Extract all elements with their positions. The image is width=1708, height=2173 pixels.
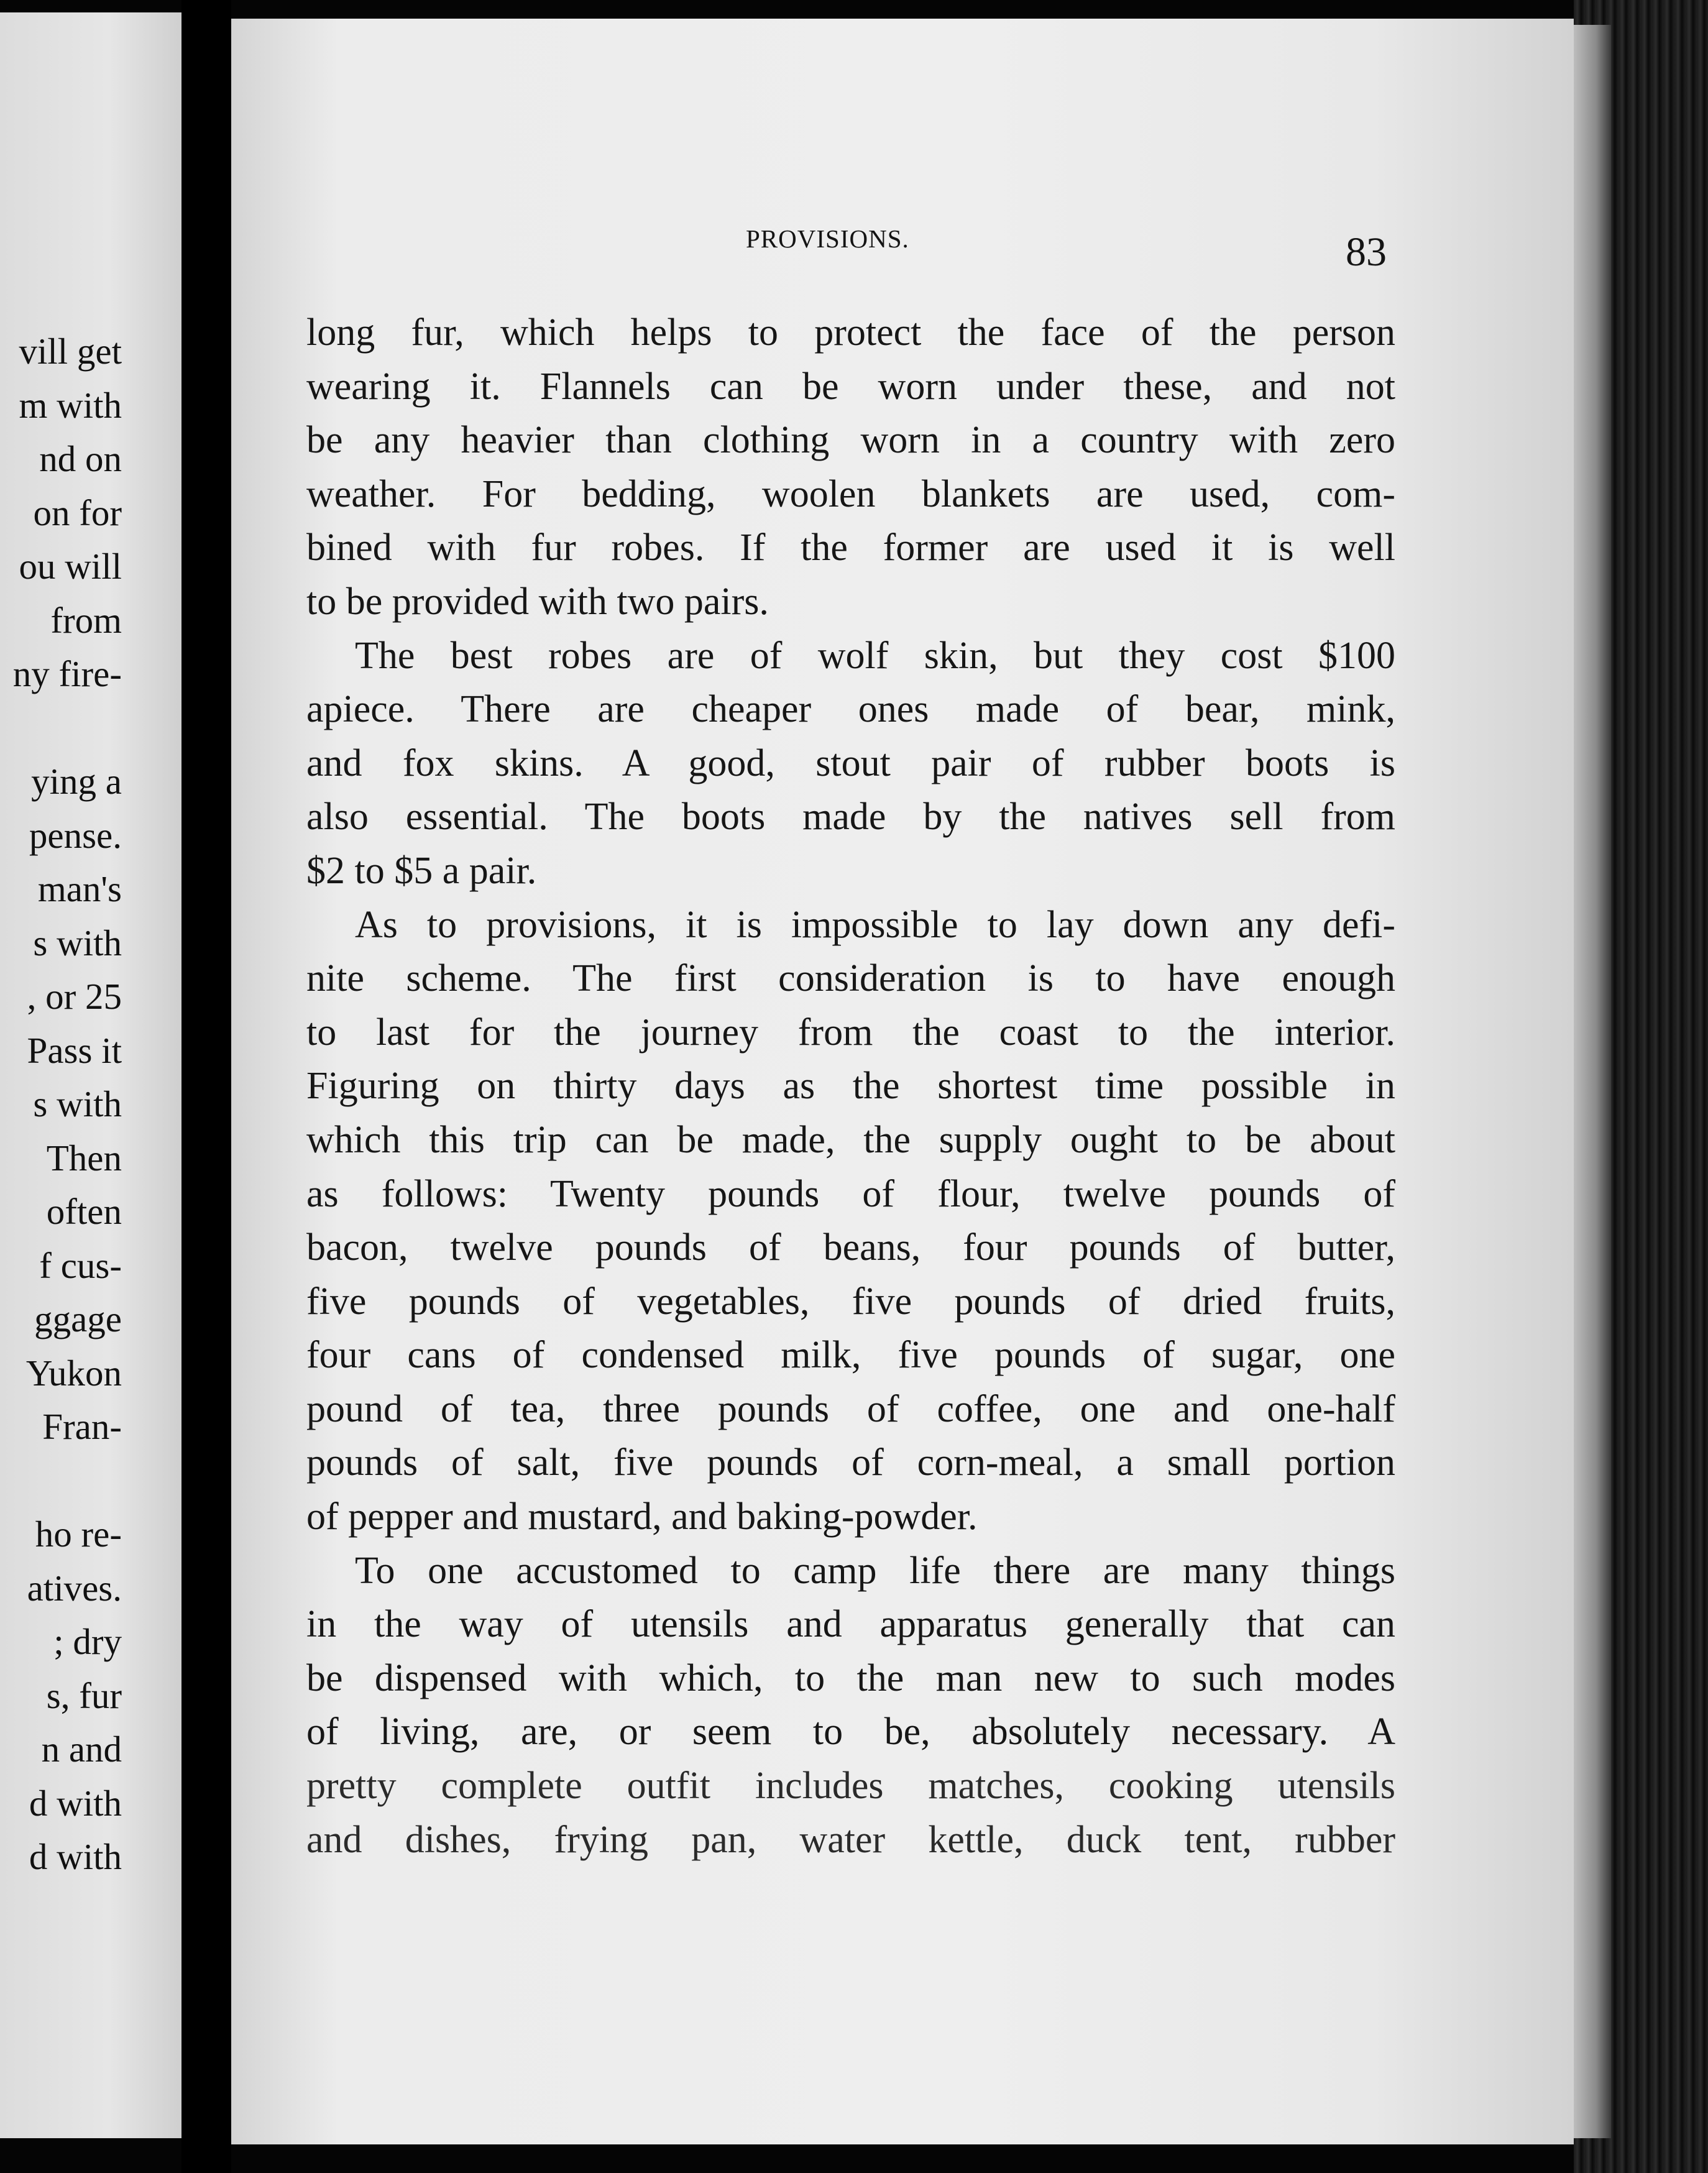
left-line: ; dry <box>53 1621 122 1662</box>
text-line: to last for the journey from the coast to the interior. <box>306 1011 1395 1054</box>
text-line: apiece. There are cheaper ones made of bear, mink, <box>306 688 1395 731</box>
page-body-text <box>306 306 1395 1867</box>
left-line: s with <box>33 1083 122 1124</box>
running-head: PROVISIONS. <box>746 224 909 253</box>
left-page-text <box>13 324 122 1884</box>
text-line: long fur, which helps to protect the face of the person <box>306 311 1395 354</box>
left-line: pense. <box>29 814 122 856</box>
left-line: on for <box>33 492 122 533</box>
text-line: and dishes, frying pan, water kettle, duck tent, rubber <box>306 1818 1395 1861</box>
text-line: in the way of utensils and apparatus generally that can <box>306 1603 1395 1646</box>
text-line: five pounds of vegetables, five pounds of dried fruits, <box>306 1280 1395 1323</box>
left-line: ou will <box>19 546 122 587</box>
text-line: nite scheme. The first consideration is to have enough <box>306 957 1395 1000</box>
book-gutter <box>181 0 231 2173</box>
text-line: which this trip can be made, the supply ought to be about <box>306 1118 1395 1161</box>
left-line: Then <box>46 1137 122 1178</box>
text-line: of living, are, or seem to be, absolutely necessary. A <box>306 1711 1395 1753</box>
text-line: of pepper and mustard, and baking-powder. <box>306 1495 978 1538</box>
text-line: pounds of salt, five pounds of corn-meal, a small portion <box>306 1441 1395 1484</box>
left-line: n and <box>41 1729 122 1770</box>
left-line: from <box>50 599 122 641</box>
left-line <box>13 1454 122 1508</box>
left-line: f cus- <box>39 1244 122 1286</box>
left-line: d with <box>29 1782 122 1824</box>
text-line: to be provided with two pairs. <box>306 580 769 623</box>
left-line <box>13 701 122 755</box>
text-line: be dispensed with which, to the man new to such modes <box>306 1656 1395 1699</box>
text-line: as follows: Twenty pounds of flour, twelve pounds of <box>306 1172 1395 1215</box>
left-line: Fran- <box>42 1406 122 1447</box>
text-line: be any heavier than clothing worn in a country with zero <box>306 419 1395 462</box>
left-line: nd on <box>39 438 122 479</box>
left-line: , or 25 <box>27 976 122 1017</box>
left-page-fragment <box>0 12 181 2138</box>
left-line: Pass it <box>27 1029 122 1071</box>
left-line: vill get <box>19 331 122 372</box>
left-line: s, fur <box>46 1675 122 1716</box>
page-number: 83 <box>1346 229 1387 275</box>
left-line: s with <box>33 922 122 963</box>
text-line: Figuring on thirty days as the shortest time possible in <box>306 1065 1395 1108</box>
text-line: four cans of condensed milk, five pounds of sugar, one <box>306 1334 1395 1377</box>
left-line: often <box>46 1191 122 1232</box>
left-line: d with <box>29 1836 122 1877</box>
text-line: As to provisions, it is impossible to lay down any defi- <box>355 903 1395 946</box>
left-line: ying a <box>31 761 122 802</box>
text-line: pound of tea, three pounds of coffee, one and one-half <box>306 1387 1395 1430</box>
text-line: and fox skins. A good, stout pair of rubber boots is <box>306 742 1395 784</box>
left-line: ggage <box>34 1298 122 1339</box>
text-line: The best robes are of wolf skin, but they cost $100 <box>355 634 1395 677</box>
text-line: bined with fur robes. If the former are used it is well <box>306 526 1395 569</box>
left-line: ny fire- <box>12 653 122 694</box>
page-edge-shadow <box>1574 25 1611 2138</box>
text-line: pretty complete outfit includes matches, cooking utensils <box>306 1765 1395 1808</box>
text-line: $2 to $5 a pair. <box>306 849 537 892</box>
text-line: weather. For bedding, woolen blankets are used, com- <box>306 472 1395 515</box>
text-line: also essential. The boots made by the natives sell from <box>306 796 1395 838</box>
left-line: atives. <box>27 1567 122 1609</box>
left-line: m with <box>19 384 122 426</box>
text-line: wearing it. Flannels can be worn under these, and not <box>306 365 1395 408</box>
text-line: To one accustomed to camp life there are many things <box>355 1549 1395 1592</box>
left-line: Yukon <box>25 1352 122 1394</box>
left-line: man's <box>37 868 122 909</box>
left-line: ho re- <box>35 1514 122 1555</box>
text-line: bacon, twelve pounds of beans, four pounds of butter, <box>306 1226 1395 1269</box>
